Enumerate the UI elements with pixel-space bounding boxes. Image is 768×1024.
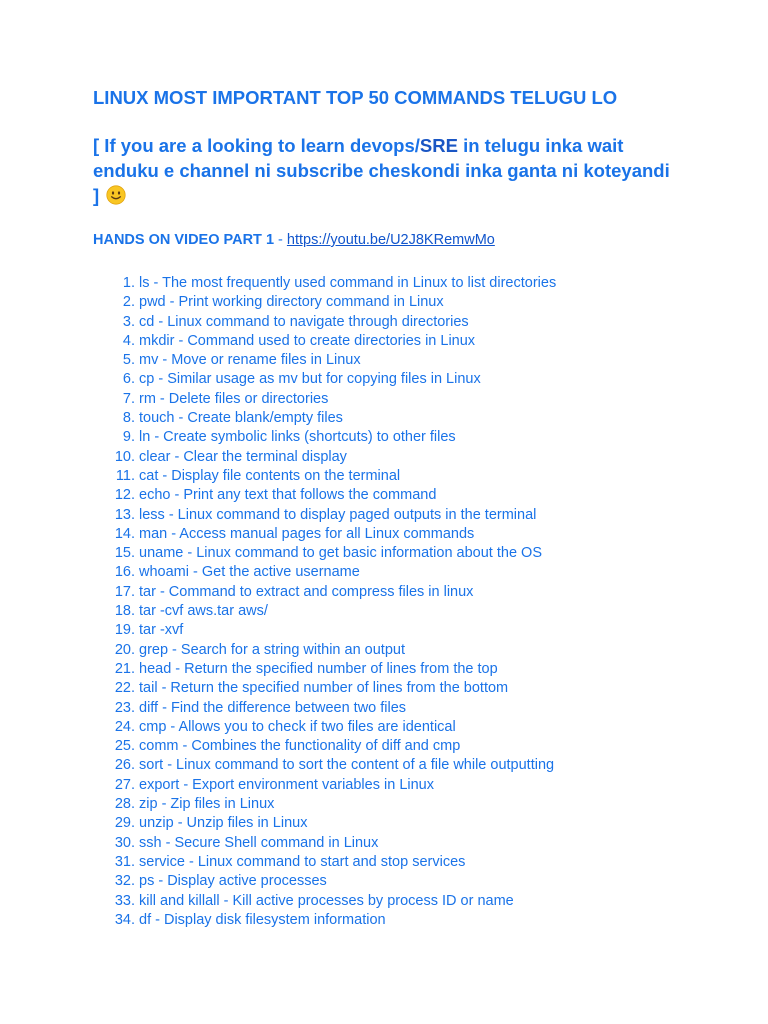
list-item-number: 20.	[114, 641, 135, 658]
list-item-text: tar -xvf	[139, 622, 184, 639]
list-item-number: 9.	[122, 429, 135, 446]
list-item-number: 22.	[114, 680, 135, 697]
list-item-number: 2.	[122, 294, 135, 311]
intro-paragraph	[93, 133, 673, 208]
list-item-number: 4.	[122, 332, 135, 349]
list-item-text: less - Linux command to display paged outputs in the terminal	[139, 506, 537, 523]
list-item-text: ssh - Secure Shell command in Linux	[139, 834, 379, 851]
list-item-number: 29.	[114, 815, 135, 832]
hands-on-label: HANDS ON VIDEO PART 1	[93, 232, 275, 248]
list-item-text: zip - Zip files in Linux	[139, 796, 275, 813]
list-item-number: 13.	[114, 506, 135, 523]
list-item-number: 17.	[114, 583, 135, 600]
list-item-text: kill and killall - Kill active processes by process ID or name	[139, 892, 514, 909]
list-item-number: 21.	[114, 660, 135, 677]
list-item-number: 16.	[114, 564, 135, 581]
list-item-number: 8.	[122, 410, 135, 427]
list-item-text: whoami - Get the active username	[139, 564, 360, 581]
list-item-number: 23.	[114, 699, 135, 716]
list-item-text: service - Linux command to start and stop services	[139, 853, 466, 870]
list-item-number: 3.	[122, 313, 135, 330]
list-item-number: 26.	[114, 757, 135, 774]
list-item-text: rm - Delete files or directories	[139, 390, 329, 407]
list-item-number: 34.	[114, 911, 135, 928]
slightly-smiling-face-icon	[106, 185, 126, 205]
list-item-text: tar -cvf aws.tar aws/	[139, 603, 268, 620]
list-item-number: 12.	[114, 487, 135, 504]
list-item-text: ps - Display active processes	[139, 873, 327, 890]
list-item-number: 25.	[114, 738, 135, 755]
list-item-number: 15.	[114, 545, 135, 562]
list-item-text: export - Export environment variables in Linux	[139, 776, 434, 793]
list-item-number: 11.	[115, 467, 135, 484]
youtube-link[interactable]: https://youtu.be/U2J8KRemwMo	[286, 232, 495, 248]
list-item-text: df - Display disk filesystem information	[139, 911, 386, 928]
list-item-text: ls - The most frequently used command in Linux to list directories	[139, 275, 557, 291]
hands-on-separator: -	[274, 232, 287, 248]
hands-on-line	[93, 231, 495, 249]
list-item-number: 14.	[114, 525, 135, 542]
list-item-text: tail - Return the specified number of lines from the bottom	[139, 680, 509, 697]
list-item-text: cmp - Allows you to check if two files are identical	[139, 718, 456, 735]
list-item-text: cat - Display file contents on the terminal	[139, 467, 401, 484]
list-item-text: tar - Command to extract and compress files in linux	[139, 583, 474, 600]
list-item-text: grep - Search for a string within an output	[139, 641, 405, 658]
list-item-text: mv - Move or rename files in Linux	[139, 352, 361, 369]
list-item-number: 33.	[114, 892, 135, 909]
list-item-number: 32.	[114, 873, 135, 890]
list-item-text: cp - Similar usage as mv but for copying files in Linux	[139, 371, 481, 388]
intro-text-highlight: SRE	[419, 135, 458, 156]
list-item-number: 30.	[114, 834, 135, 851]
intro-text-before: [ If you are a looking to learn devops/	[93, 135, 420, 156]
list-item-number: 28.	[114, 796, 135, 813]
list-item-number: 31.	[114, 853, 135, 870]
list-item-number: 27.	[114, 776, 135, 793]
list-item-text: sort - Linux command to sort the content of a file while outputting	[139, 757, 555, 774]
list-item-number: 19.	[114, 622, 135, 639]
list-item-text: pwd - Print working directory command in Linux	[139, 294, 444, 311]
list-item-text: touch - Create blank/empty files	[139, 410, 343, 427]
list-item-text: mkdir - Command used to create directories in Linux	[139, 332, 476, 349]
list-item-text: unzip - Unzip files in Linux	[139, 815, 308, 832]
list-item-text: head - Return the specified number of lines from the top	[139, 660, 498, 677]
list-item-text: diff - Find the difference between two files	[139, 699, 407, 716]
document-title: LINUX MOST IMPORTANT TOP 50 COMMANDS TELUGU LO	[93, 87, 618, 108]
intro-text-after: in telugu inka wait enduku e channel ni subscribe cheskondi inka ganta ni koteyandi ]	[93, 135, 670, 206]
list-item-text: comm - Combines the functionality of diff and cmp	[139, 738, 461, 755]
list-item-text: ln - Create symbolic links (shortcuts) to other files	[139, 429, 456, 446]
list-item-text: clear - Clear the terminal display	[139, 448, 347, 465]
list-item-number: 18.	[114, 603, 135, 620]
list-item-number: 5.	[122, 352, 135, 369]
list-item-text: uname - Linux command to get basic information about the OS	[139, 545, 542, 562]
list-item-number: 10.	[114, 448, 135, 465]
list-item-text: echo - Print any text that follows the command	[139, 487, 437, 504]
list-item-number: 1.	[122, 275, 135, 291]
list-item-number: 6.	[122, 371, 135, 388]
list-item-text: cd - Linux command to navigate through directories	[139, 313, 469, 330]
list-item-number: 24.	[114, 718, 135, 735]
list-item-text: man - Access manual pages for all Linux commands	[139, 525, 475, 542]
list-item-number: 7.	[122, 390, 135, 407]
